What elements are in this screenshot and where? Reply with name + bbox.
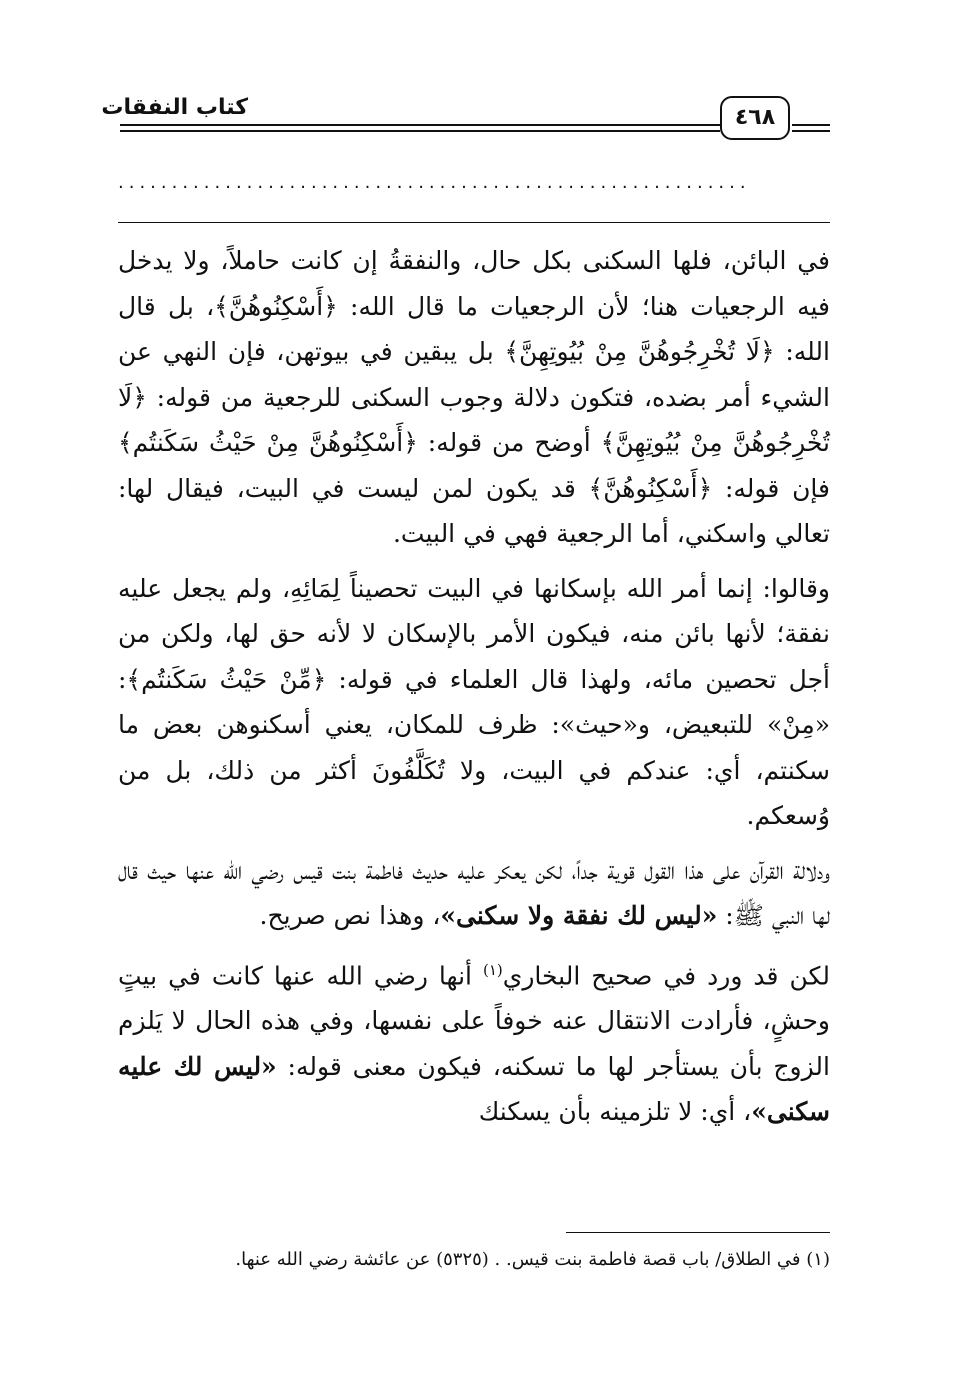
footnote: (١) في الطلاق/ باب قصة فاطمة بنت قيس. . (٥٣٢٥) عن عائشة رضي الله عنها. [235, 1249, 830, 1270]
text-run: في البائن، فلها السكنى بكل حال، والنفقةُ إن كانت حاملاً، ولا يدخل فيه الرجعيات هنا؛ لأن الرجعيات ما قال الله: ﴿أَسْكِنُوهُنَّ﴾، بل قال الله: ﴿لَا تُخْرِجُوهُنَّ مِنْ بُيُوتِهِنَّ﴾ بل يبقين في بيوتهن، فإن النهي عن الشيء أمر بضده، فتكون دلالة وجوب السكنى للرجعية من قوله: ﴿لَا تُخْرِجُوهُنَّ مِنْ بُيُوتِهِنَّ﴾ أوضح من قوله: ﴿أَسْكِنُوهُنَّ مِنْ حَيْثُ سَكَنتُم﴾ فإن قوله: ﴿أَسْكِنُوهُنَّ﴾ قد يكون لمن ليست في البيت، فيقال لها: تعالي واسكني، أما الرجعية فهي في البيت. [118, 246, 830, 548]
body-text [118, 238, 830, 1135]
paragraph [118, 566, 830, 839]
text-run: ، أي: لا تلزمينه بأن يسكنك [478, 1097, 752, 1127]
chapter-title: كتاب النفقات [101, 95, 248, 120]
footnote-marker: (١) [482, 960, 503, 979]
paragraph [118, 848, 830, 939]
footnote-rule [566, 1232, 830, 1233]
text-run: ، وهذا نص صريح. [259, 901, 441, 930]
paragraph [118, 948, 830, 1135]
page-number: ٤٦٨ [720, 96, 790, 140]
header-rule-top [120, 124, 720, 126]
hadith-quote: «ليس لك عليه سكنى» [118, 1051, 830, 1127]
paragraph [118, 238, 830, 557]
header-rule-right-top [792, 124, 830, 126]
dotted-separator: ........................................................... [118, 172, 751, 193]
header-rule-right-bottom [792, 130, 830, 132]
text-run: ودلالة القرآن على هذا القول قوية جداً، لكن يعكر عليه حديث فاطمة بنت قيس رضي الله عنها حيث قال لها النبي ﷺ: [118, 855, 830, 930]
separator-rule [118, 222, 830, 223]
hadith-quote: «ليس لك نفقة ولا سكنى» [440, 901, 718, 930]
text-run: وقالوا: إنما أمر الله بإسكانها في البيت تحصيناً لِمَائِهِ، ولم يجعل عليه نفقة؛ لأنها بائن منه، فيكون الأمر بالإسكان لا لأنه حق لها، ولكن من أجل تحصين مائه، ولهذا قال العلماء في قوله: ﴿مِّنْ حَيْثُ سَكَنتُم﴾: «مِنْ» للتبعيض، و«حيث»: ظرف للمكان، يعني أسكنوهن بعض ما سكنتم، أي: عندكم في البيت، ولا تُكَلَّفُونَ أكثر من ذلك، بل من وُسعكم. [118, 573, 830, 830]
text-run: لكن قد ورد في صحيح البخاري [502, 960, 830, 990]
text-run: أنها رضي الله عنها كانت في بيتٍ وحشٍ، فأرادت الانتقال عنه خوفاً على نفسها، وفي هذه الحال لا يَلزم الزوج بأن يستأجر لها ما تسكنه، فيكون معنى قوله: [118, 960, 830, 1081]
header-rule-bottom [120, 130, 720, 132]
